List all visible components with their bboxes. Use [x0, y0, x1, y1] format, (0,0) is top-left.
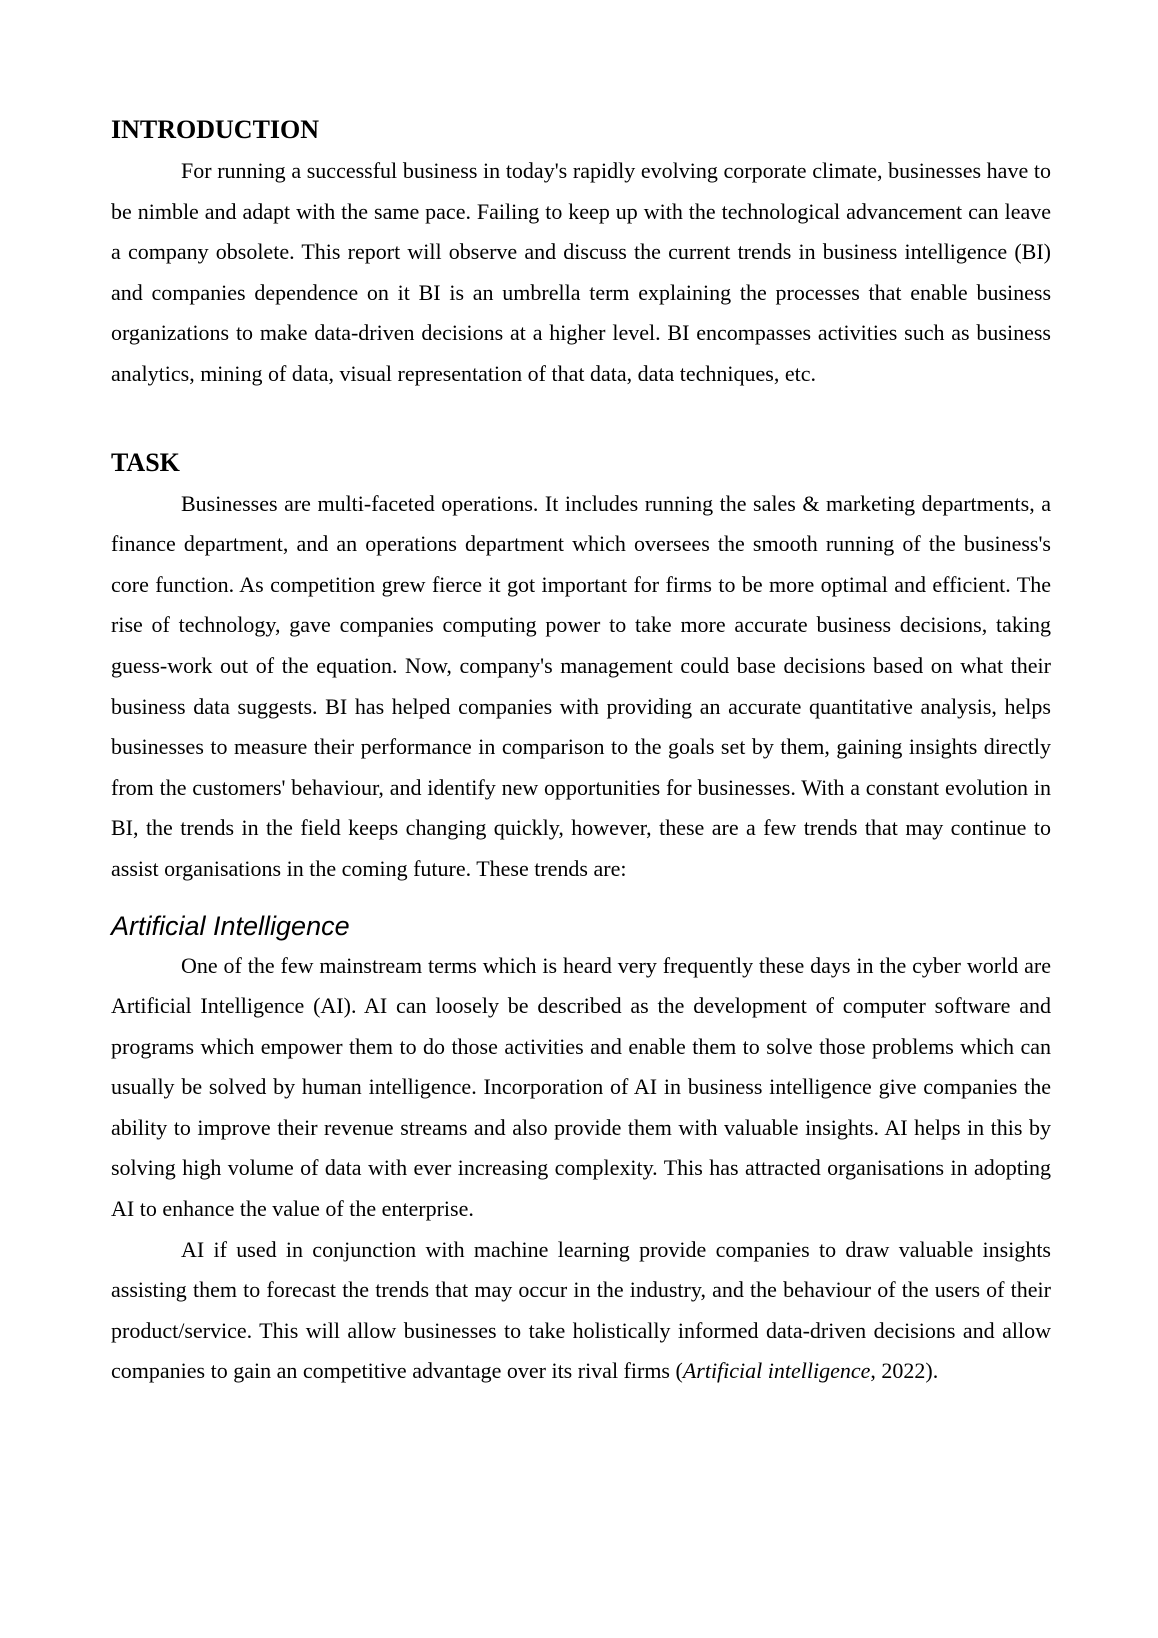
task-section — [111, 448, 1051, 890]
citation-tail: , 2022). — [870, 1358, 939, 1384]
ai-paragraph-2-text: AI if used in conjunction with machine learning provide companies to draw valuable insights assisting them to forecast the trends that may occur in the industry, and the behaviour of the users of their product/service. This will allow businesses to take holistically informed data-driven decisions and allow companies to gain an competitive advantage over its rival firms ( — [111, 1236, 1051, 1384]
ai-paragraph-2 — [111, 1230, 1051, 1392]
introduction-heading: INTRODUCTION — [111, 115, 320, 144]
citation-title: Artificial intelligence — [682, 1358, 871, 1384]
introduction-section — [111, 115, 1051, 395]
artificial-intelligence-heading: Artificial Intelligence — [111, 910, 350, 941]
document-page — [111, 115, 1051, 1392]
artificial-intelligence-section — [111, 910, 1051, 1393]
task-heading: TASK — [111, 447, 180, 477]
task-paragraph: Businesses are multi-faceted operations. It includes running the sales & marketing departments, a finance department, and an operations department which oversees the smooth running of the business's core function. As competition grew fierce it got important for firms to be more optimal and efficient. The rise of technology, gave companies computing power to take more accurate business decisions, taking guess-work out of the equation. Now, company's management could base decisions based on what their business data suggests. BI has helped companies with providing an accurate quantitative analysis, helps businesses to measure their performance in comparison to the goals set by them, gaining insights directly from the customers' behaviour, and identify new opportunities for businesses. With a constant evolution in BI, the trends in the field keeps changing quickly, however, these are a few trends that may continue to assist organisations in the coming future. These trends are: — [111, 490, 1051, 881]
ai-paragraph-1: One of the few mainstream terms which is heard very frequently these days in the cyber world are Artificial Intelligence (AI). AI can loosely be described as the development of computer software and programs which empower them to do those activities and enable them to solve those problems which can usually be solved by human intelligence. Incorporation of AI in business intelligence give companies the ability to improve their revenue streams and also provide them with valuable insights. AI helps in this by solving high volume of data with ever increasing complexity. This has attracted organisations in adopting AI to enhance the value of the enterprise. — [111, 952, 1051, 1222]
introduction-paragraph: For running a successful business in today's rapidly evolving corporate climate, businesses have to be nimble and adapt with the same pace. Failing to keep up with the technological advancement can leave a company obsolete. This report will observe and discuss the current trends in business intelligence (BI) and companies dependence on it BI is an umbrella term explaining the processes that enable business organizations to make data-driven decisions at a higher level. BI encompasses activities such as business analytics, mining of data, visual representation of that data, data techniques, etc. — [111, 158, 1051, 386]
